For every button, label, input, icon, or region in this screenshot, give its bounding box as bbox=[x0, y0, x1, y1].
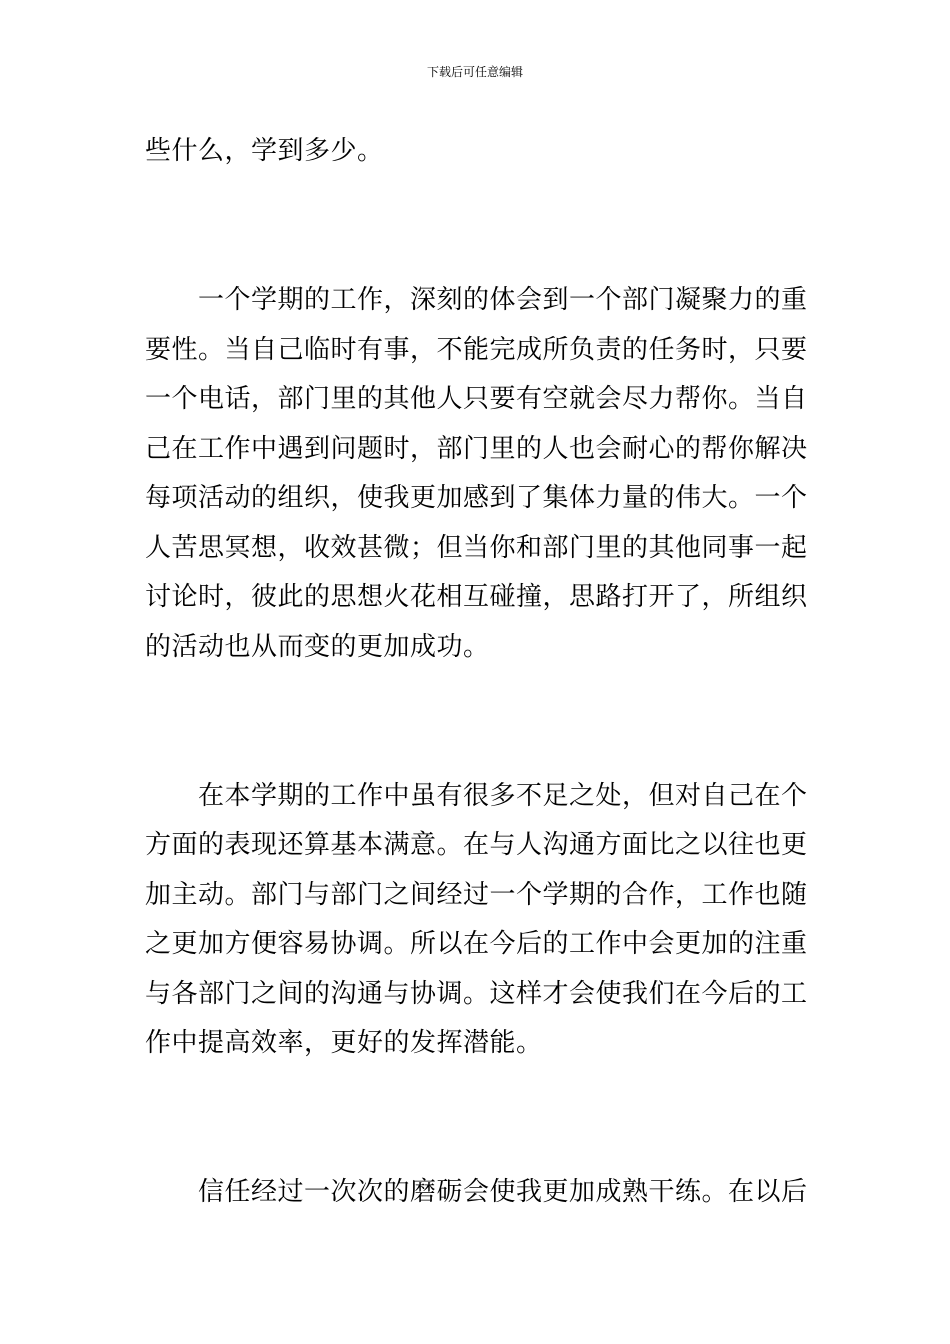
text-line: 讨论时，彼此的思想火花相互碰撞，思路打开了，所组织 bbox=[145, 582, 808, 612]
page-header: 下载后可任意编辑 bbox=[426, 65, 523, 79]
text-line: 作中提高效率，更好的发挥潜能。 bbox=[145, 1028, 543, 1058]
text-line: 之更加方便容易协调。所以在今后的工作中会更加的注重 bbox=[145, 929, 808, 959]
text-line: 在本学期的工作中虽有很多不足之处，但对自己在个 bbox=[198, 781, 808, 811]
text-line: 信任经过一次次的磨砺会使我更加成熟干练。在以后 bbox=[198, 1177, 808, 1207]
text-line: 与各部门之间的沟通与协调。这样才会使我们在今后的工 bbox=[145, 979, 808, 1009]
text-line: 一个学期的工作，深刻的体会到一个部门凝聚力的重 bbox=[198, 285, 808, 315]
text-line: 要性。当自己临时有事，不能完成所负责的任务时，只要 bbox=[145, 335, 808, 365]
text-line: 一个电话，部门里的其他人只要有空就会尽力帮你。当自 bbox=[145, 384, 808, 414]
text-line: 方面的表现还算基本满意。在与人沟通方面比之以往也更 bbox=[145, 830, 808, 860]
text-line: 己在工作中遇到问题时，部门里的人也会耐心的帮你解决 bbox=[145, 434, 808, 464]
text-line: 每项活动的组织，使我更加感到了集体力量的伟大。一个 bbox=[145, 483, 808, 513]
text-line: 些什么，学到多少。 bbox=[145, 136, 384, 166]
text-line: 的活动也从而变的更加成功。 bbox=[145, 632, 490, 662]
text-line: 人苦思冥想，收效甚微；但当你和部门里的其他同事一起 bbox=[145, 533, 808, 563]
text-line: 加主动。部门与部门之间经过一个学期的合作，工作也随 bbox=[145, 880, 808, 910]
